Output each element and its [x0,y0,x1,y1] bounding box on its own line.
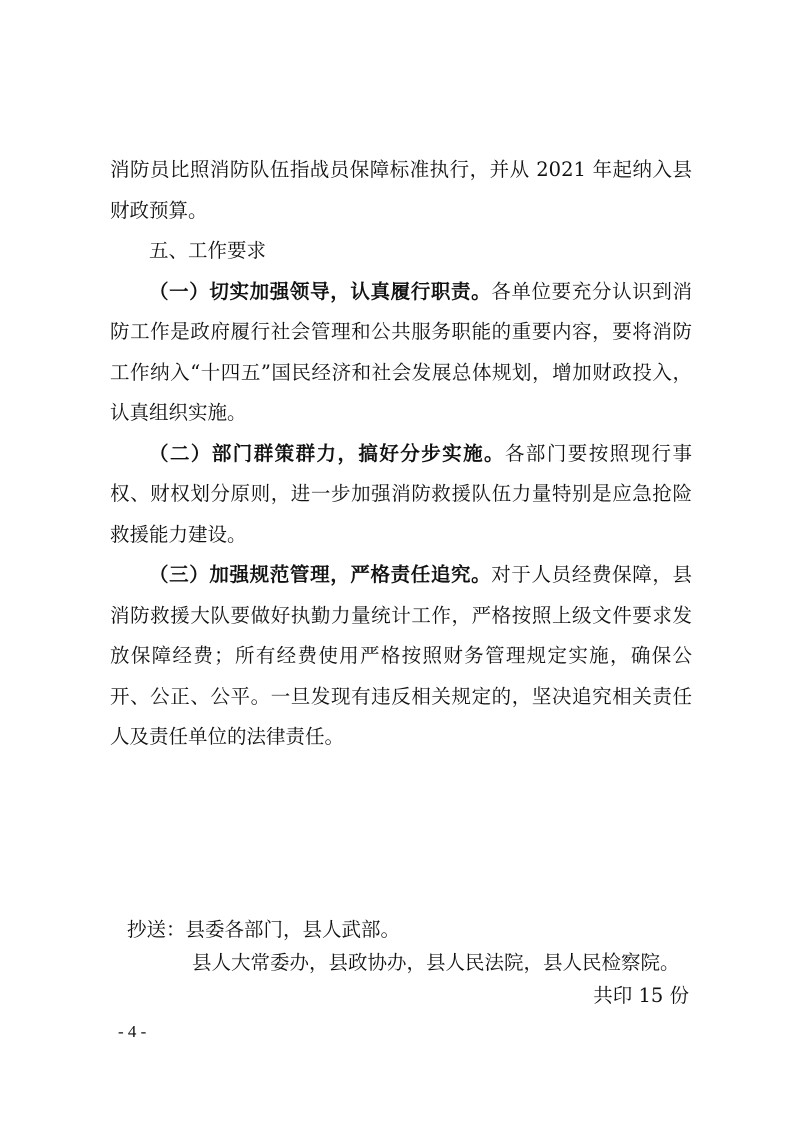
page-number: - 4 - [118,1022,147,1041]
cc-recipients-line-1: 抄送：县委各部门，县人武部。 [127,918,401,941]
item-1-text: 各单位要充分认识到消防工作是政府履行社会管理和公共服务职能的重要内容，要将消防工作纳入“十四五”国民经济和社会发展总体规划，增加财政投入，认真组织实施。 [110,279,692,424]
distribution-block [127,913,707,1012]
item-3-heading: （三）加强规范管理，严格责任追究。 [149,563,492,586]
item-3-text: 对于人员经费保障，县消防救援大队要做好执勤力量统计工作，严格按照上级文件要求发放保障经费；所有经费使用严格按照财务管理规定实施，确保公开、公正、公平。一旦发现有违反相关规定的，坚决追究相关责任人及责任单位的法律责任。 [110,563,692,748]
paragraph-item-2 [110,434,692,556]
print-count: 共印 15 份 [593,984,689,1007]
paragraph-item-1 [110,272,692,434]
paragraph-budget: 消防员比照消防队伍指战员保障标准执行，并从 2021 年起纳入县财政预算。 [110,158,692,222]
item-2-heading: （二）部门群策群力，搞好分步实施。 [149,441,505,465]
section-heading-work-requirements: 五、工作要求 [149,239,267,262]
item-1-heading: （一）切实加强领导，认真履行职责。 [149,279,492,303]
item-2-text: 各部门要按照现行事权、财权划分原则，进一步加强消防救援队伍力量特别是应急抢险救援能力建设。 [110,441,692,546]
cc-recipients-line-2: 县人大常委办，县政协办，县人民法院，县人民检察院。 [192,951,680,974]
document-body [110,150,692,758]
paragraph-item-3 [110,555,692,758]
